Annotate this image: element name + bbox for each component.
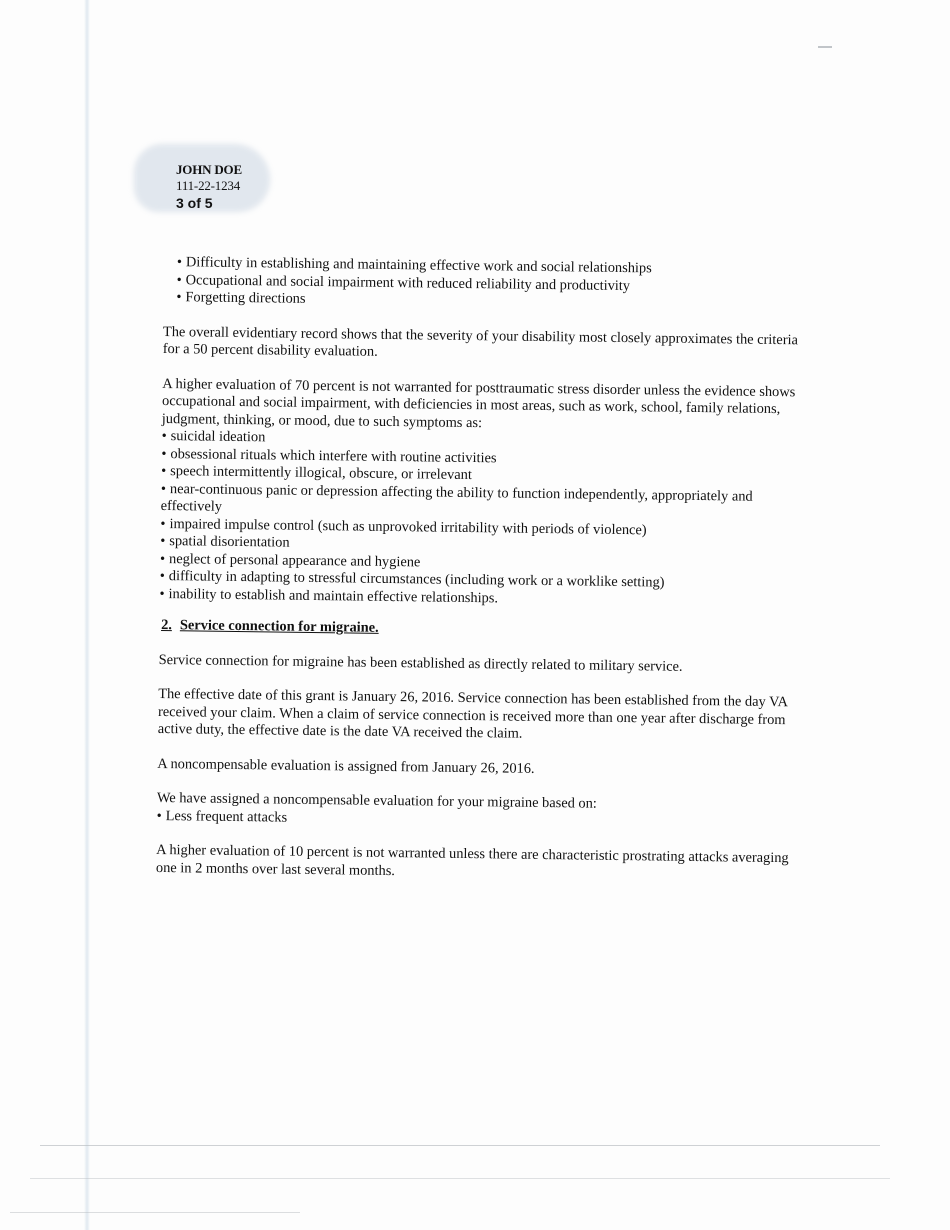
higher-evaluation-10-paragraph: A higher evaluation of 10 percent is not warranted unless there are characteristic prostrating attacks averaging one in 2 months over last several months. xyxy=(155,841,789,879)
list-item: • impaired impulse control (such as unprovoked irritability with periods of violence) xyxy=(160,515,800,541)
list-item: • Difficulty in establishing and maintaining effective work and social relationships xyxy=(164,254,804,280)
evaluation-basis-intro: We have assigned a noncompensable evaluation for your migraine based on: xyxy=(156,789,597,812)
scan-line xyxy=(10,1212,300,1213)
list-item: • Forgetting directions xyxy=(163,289,803,315)
noncompensable-assigned-paragraph: A noncompensable evaluation is assigned from January 26, 2016. xyxy=(157,755,535,777)
list-item: • spatial disorientation xyxy=(160,533,800,559)
list-item: • neglect of personal appearance and hygiene xyxy=(160,550,800,576)
scan-edge-shadow xyxy=(84,0,90,1230)
section-title: Service connection for migraine. xyxy=(179,617,379,636)
higher-evaluation-70-paragraph: A higher evaluation of 70 percent is not warranted for posttraumatic stress disorder unless the evidence shows occupational and social impairment, with deficiencies in most areas, such as work, school, family relations, judgment, thinking, or mood, due to such symptoms as: xyxy=(161,375,796,431)
list-item: • suicidal ideation xyxy=(161,428,801,454)
list-item: • inability to establish and maintain effective relationships. xyxy=(159,585,799,611)
recipient-name: JOHN DOE xyxy=(176,162,242,177)
list-item: • Occupational and social impairment with reduced reliability and productivity xyxy=(164,271,804,297)
list-item: • difficulty in adapting to stressful circumstances (including work or a worklike setting) xyxy=(160,568,800,594)
symptom-criteria-list xyxy=(163,254,804,315)
page-indicator: 3 of 5 xyxy=(176,195,213,211)
scan-line xyxy=(40,1145,880,1146)
section-number: 2. xyxy=(161,616,173,634)
list-item: • near-continuous panic or depression affecting the ability to function independently, appropriately and effectively xyxy=(161,480,801,523)
overall-record-paragraph: The overall evidentiary record shows that the severity of your disability most closely approximates the criteria for a 50 percent disability evaluation. xyxy=(162,323,799,360)
letter-body xyxy=(156,254,804,885)
scan-mark xyxy=(818,46,832,48)
scan-line xyxy=(30,1178,890,1179)
letter-header xyxy=(176,162,296,212)
higher-evaluation-symptom-list xyxy=(159,428,801,611)
effective-date-paragraph: The effective date of this grant is January 26, 2016. Service connection has been established from the day VA received your claim. When a claim of service connection is received more than one year after discharge from active duty, the effective date is the date VA received the claim. xyxy=(157,685,788,742)
file-number: 111-22-1234 xyxy=(176,178,240,193)
list-item: • speech intermittently illogical, obscure, or irrelevant xyxy=(161,463,801,489)
list-item: • Less frequent attacks xyxy=(157,807,797,833)
migraine-established-paragraph: Service connection for migraine has been established as directly related to military service. xyxy=(158,651,683,675)
list-item: • obsessional rituals which interfere with routine activities xyxy=(161,445,801,471)
